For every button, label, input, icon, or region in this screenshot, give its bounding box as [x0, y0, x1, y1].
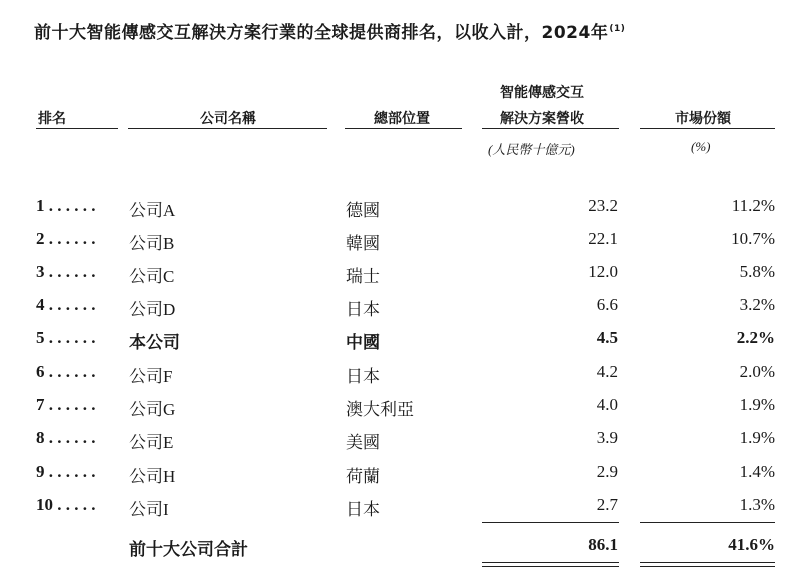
header-company-rule: [128, 128, 327, 129]
total-double-rule-share-2: [640, 566, 775, 567]
header-company: 公司名稱: [200, 111, 256, 127]
row-hq: 瑞士: [346, 267, 380, 286]
row-company: 公司F: [129, 367, 173, 386]
row-revenue: 12.0: [588, 262, 618, 281]
row-company: 公司G: [129, 400, 176, 419]
row-revenue: 6.6: [596, 295, 618, 314]
row-rank: 4 . . . . . .: [36, 295, 96, 314]
table-title: [34, 18, 625, 43]
total-label: 前十大公司合計: [129, 540, 248, 560]
row-share: 5.8%: [739, 262, 775, 281]
row-hq: 韓國: [346, 234, 380, 253]
row-rank: 5 . . . . . .: [36, 328, 96, 347]
row-revenue: 4.5: [596, 328, 618, 347]
unit-share: (%): [691, 139, 711, 154]
row-share: 11.2%: [731, 196, 775, 215]
row-hq: 日本: [346, 500, 380, 519]
row-rank: 8 . . . . . .: [36, 428, 96, 447]
total-double-rule-revenue-2: [482, 566, 619, 567]
header-rank: 排名: [38, 111, 66, 127]
total-share: 41.6%: [728, 535, 775, 554]
row-share: 2.0%: [739, 362, 775, 381]
title-footnote: (1): [609, 24, 626, 34]
row-company: 公司H: [129, 467, 176, 486]
header-hq-rule: [345, 128, 462, 129]
row-rank: 3 . . . . . .: [36, 262, 96, 281]
row-company: 公司C: [129, 267, 175, 286]
unit-revenue: (人民幣十億元): [488, 142, 575, 157]
row-rank: 2 . . . . . .: [36, 229, 96, 248]
row-rank: 10 . . . . .: [36, 495, 96, 514]
header-revenue-rule: [482, 128, 619, 129]
row-share: 2.2%: [736, 328, 775, 347]
row-hq: 日本: [346, 300, 380, 319]
total-double-rule-share-1: [640, 562, 775, 563]
header-revenue-line1: 智能傳感交互: [500, 85, 584, 101]
row-revenue: 22.1: [588, 229, 618, 248]
header-hq: 總部位置: [374, 111, 430, 127]
row-company: 公司D: [129, 300, 176, 319]
row-share: 1.3%: [739, 495, 775, 514]
row-revenue: 23.2: [588, 196, 618, 215]
row-company: 公司I: [129, 500, 169, 519]
total-revenue: 86.1: [588, 535, 618, 554]
row-revenue: 4.2: [596, 362, 618, 381]
header-share: 市場份額: [675, 111, 731, 127]
row-hq: 德國: [346, 201, 380, 220]
row-company: 公司A: [129, 201, 176, 220]
row-rank: 7 . . . . . .: [36, 395, 96, 414]
row-share: 10.7%: [731, 229, 775, 248]
row-company: 公司B: [129, 234, 175, 253]
row-share: 1.4%: [739, 462, 775, 481]
row-rank: 1 . . . . . .: [36, 196, 96, 215]
row-hq: 中國: [346, 333, 380, 353]
header-share-rule: [640, 128, 775, 129]
total-top-rule-revenue: [482, 522, 619, 523]
row-hq: 澳大利亞: [346, 400, 414, 419]
row-company: 本公司: [129, 333, 180, 353]
title-text: 前十大智能傳感交互解決方案行業的全球提供商排名，以收入計，2024年: [34, 23, 609, 43]
row-share: 3.2%: [739, 295, 775, 314]
total-double-rule-revenue-1: [482, 562, 619, 563]
row-share: 1.9%: [739, 428, 775, 447]
row-rank: 6 . . . . . .: [36, 362, 96, 381]
row-revenue: 2.9: [596, 462, 618, 481]
row-hq: 日本: [346, 367, 380, 386]
row-rank: 9 . . . . . .: [36, 462, 96, 481]
total-top-rule-share: [640, 522, 775, 523]
row-revenue: 4.0: [596, 395, 618, 414]
row-hq: 美國: [346, 433, 380, 452]
row-hq: 荷蘭: [346, 467, 380, 486]
row-revenue: 3.9: [596, 428, 618, 447]
row-share: 1.9%: [739, 395, 775, 414]
row-revenue: 2.7: [596, 495, 618, 514]
header-revenue-line2: 解決方案營收: [500, 111, 584, 127]
header-rank-rule: [36, 128, 118, 129]
row-company: 公司E: [129, 433, 174, 452]
